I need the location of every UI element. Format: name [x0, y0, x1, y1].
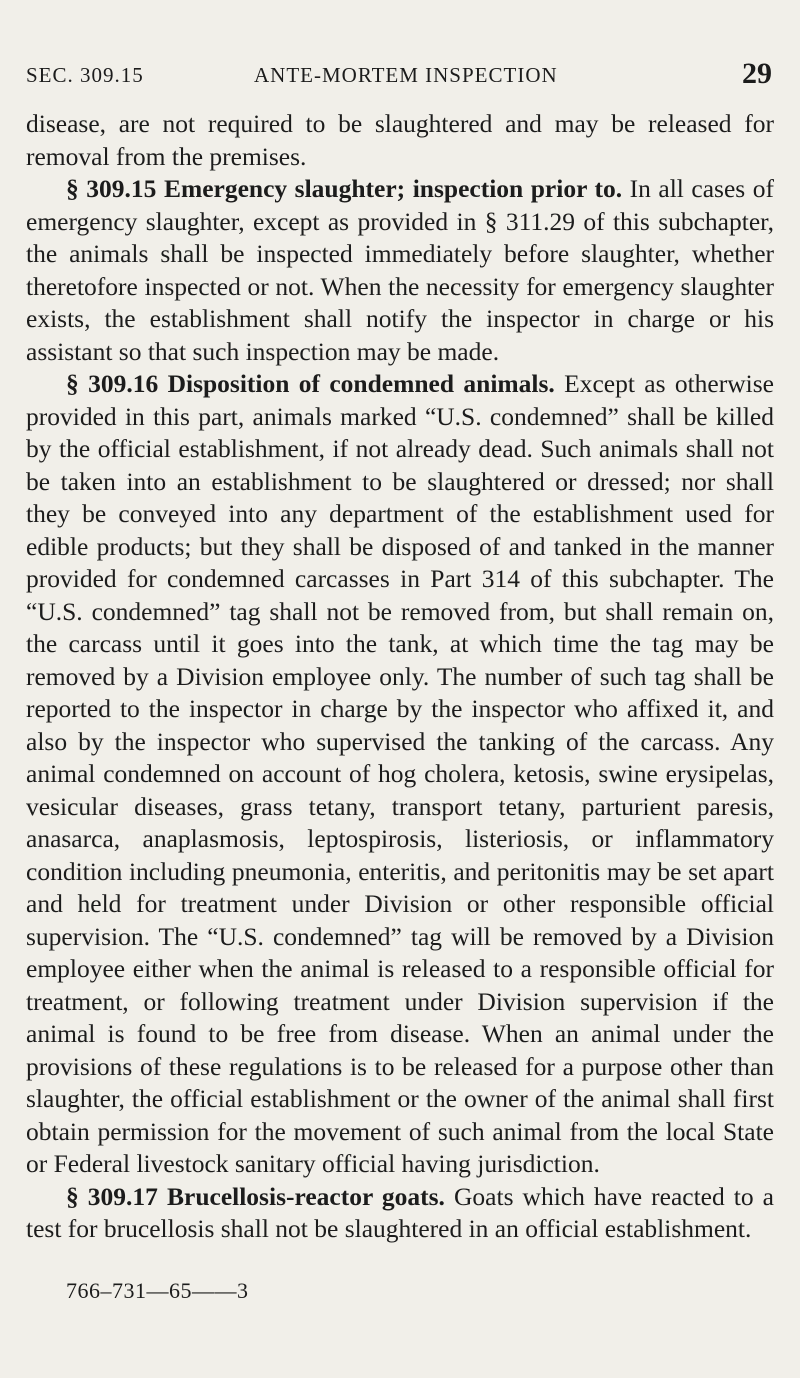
section-309-15: [26, 173, 774, 368]
section-309-17: [26, 1181, 774, 1246]
paragraph-text: In all cases of emergency slaughter, except as provided in § 311.29 of this subchapter, the animals shall be inspected immediately before slaughter, whether theretofore inspected or not. When the necessity for emergency slaughter exists, the establishment shall notify the inspector in charge or his assistant so that such inspection may be made.: [26, 174, 774, 366]
body-text: [26, 108, 774, 1246]
page-title: ANTE-MORTEM INSPECTION: [254, 63, 558, 87]
paragraph-text: disease, are not required to be slaughtered and may be released for removal from the premises.: [26, 109, 774, 171]
continuation-paragraph: [26, 108, 774, 173]
section-heading: § 309.15 Emergency slaughter; inspection prior to.: [66, 174, 623, 203]
paragraph-text: Except as otherwise provided in this part, animals marked “U.S. condemned” shall be killed by the official establishment, if not already dead. Such animals shall not be taken into an establishment to be slaughtered or dressed; nor shall they be conveyed into any department of the establishment used for edible products; but they shall be disposed of and tanked in the manner provided for condemned carcasses in Part 314 of this subchapter. The “U.S. condemned” tag shall not be removed from, but shall remain on, the carcass until it goes into the tank, at which time the tag may be removed by a Division employee only. The number of such tag shall be reported to the inspector in charge by the inspector who affixed it, and also by the inspector who supervised the tanking of the carcass. Any animal condemned on account of hog cholera, ketosis, swine erysipelas, vesicular diseases, grass tetany, transport tetany, parturient paresis, anasarca, anaplasmosis, leptospirosis, listeriosis, or inflammatory condition including pneumonia, enteritis, and peritonitis may be set apart and held for treatment under Division or other responsible official supervision. The “U.S. condemned” tag will be removed by a Division employee either when the animal is released to a responsible official for treatment, or following treatment under Division supervision if the animal is found to be free from disease. When an animal under the provisions of these regulations is to be released for a purpose other than slaughter, the official establishment or the owner of the animal shall first obtain permission for the movement of such animal from the local State or Federal livestock sanitary official having jurisdiction.: [26, 369, 774, 1178]
print-code: 766–731—65——3: [66, 1278, 249, 1303]
section-heading: § 309.16 Disposition of condemned animals.: [66, 369, 555, 398]
page-number: 29: [742, 57, 772, 90]
paragraph-text: Goats which have reacted to a test for brucellosis shall not be slaughtered in an official establishment.: [26, 1181, 775, 1243]
section-reference: SEC. 309.15: [26, 63, 144, 87]
running-head: [26, 57, 772, 93]
section-heading: § 309.17 Brucellosis-reactor goats.: [66, 1181, 445, 1211]
section-309-16: [26, 368, 774, 1181]
